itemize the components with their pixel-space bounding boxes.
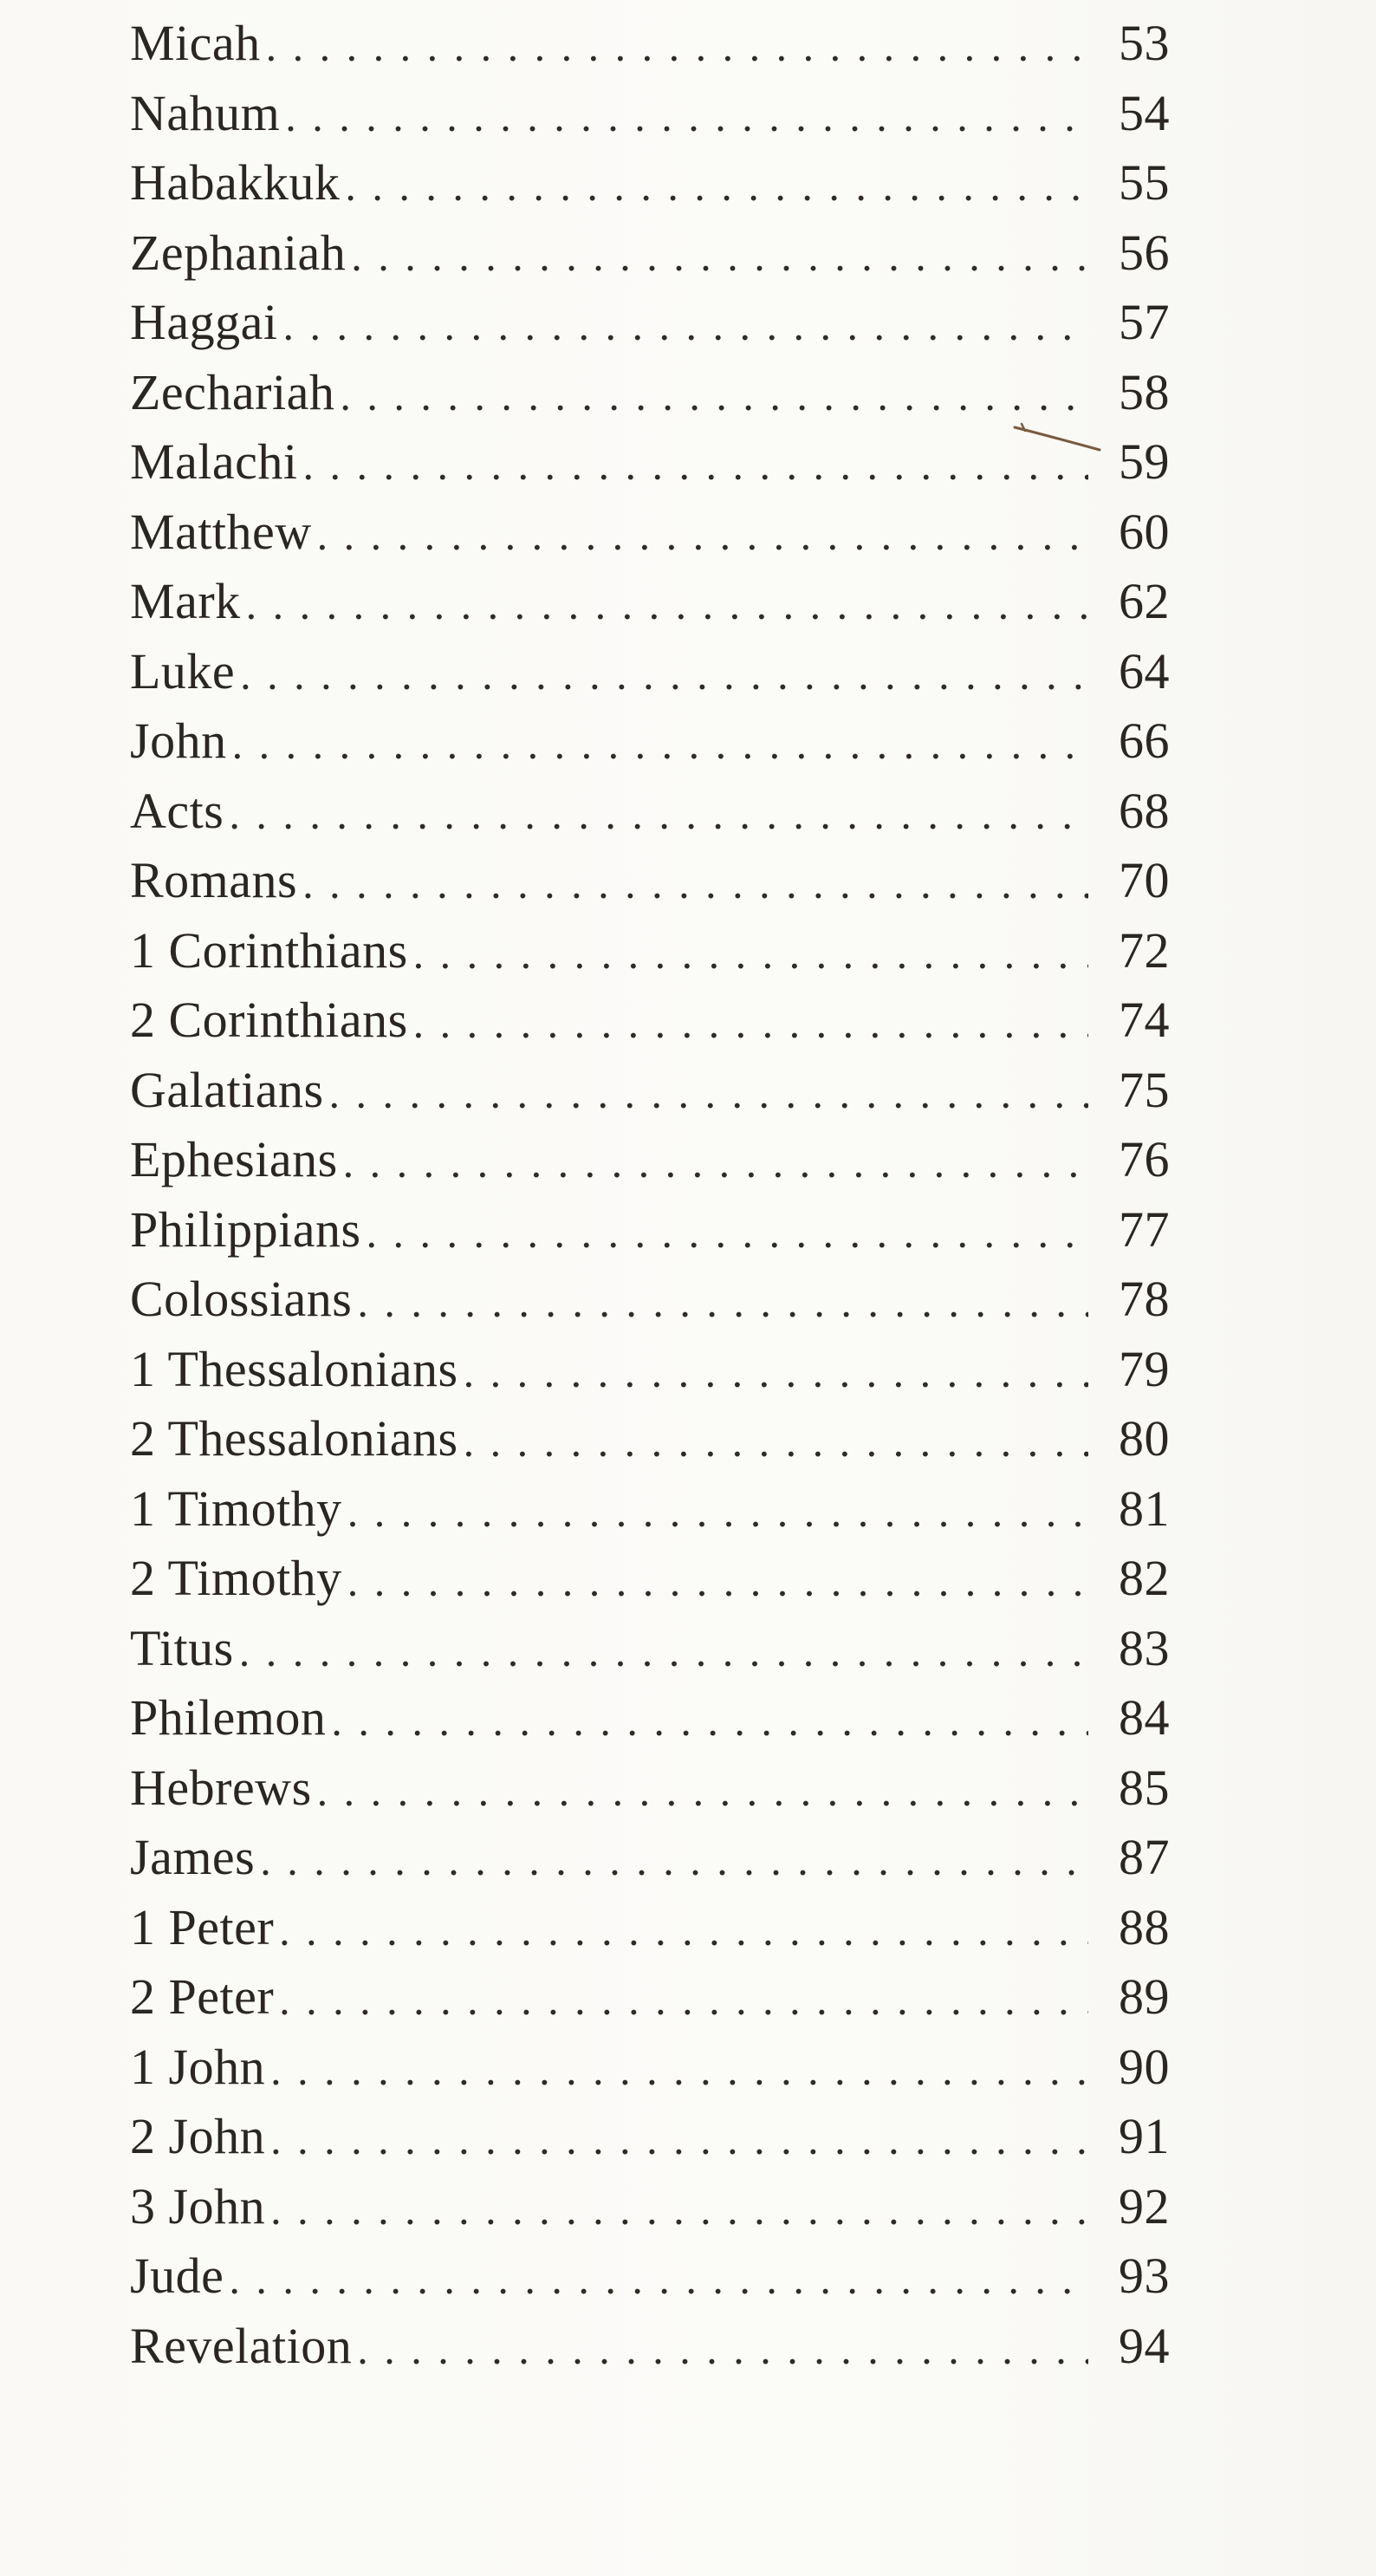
dot-leader [232, 717, 1088, 765]
toc-entry-page-number: 76 [1119, 1131, 1170, 1188]
toc-entry-title: 2 Corinthians [130, 992, 408, 1049]
toc-entry-title: 2 John [130, 2108, 266, 2165]
toc-entry [130, 2312, 1170, 2382]
dot-leader [413, 927, 1088, 975]
toc-entry-title: Haggai [130, 294, 278, 351]
toc-entry-page-number: 55 [1119, 154, 1170, 211]
dot-leader [347, 1554, 1088, 1603]
dot-leader [347, 1485, 1088, 1533]
toc-entry [130, 2172, 1170, 2242]
toc-entry [130, 706, 1170, 777]
dot-leader [303, 438, 1088, 486]
dot-leader [279, 1973, 1088, 2021]
toc-entry-page-number: 62 [1119, 573, 1170, 630]
toc-entry [130, 2241, 1170, 2312]
toc-entry [130, 1335, 1170, 1405]
toc-entry-page-number: 85 [1119, 1759, 1170, 1816]
dot-leader [357, 2322, 1088, 2371]
table-of-contents [130, 9, 1170, 2381]
toc-entry-title: Micah [130, 15, 261, 72]
toc-entry-page-number: 56 [1119, 224, 1170, 281]
toc-entry-title: Habakkuk [130, 154, 341, 211]
toc-entry-title: Galatians [130, 1061, 324, 1118]
dot-leader [270, 2112, 1088, 2161]
toc-entry [130, 79, 1170, 149]
toc-entry [130, 2102, 1170, 2172]
toc-entry-title: 1 Thessalonians [130, 1340, 458, 1397]
toc-entry-title: Zechariah [130, 363, 335, 420]
toc-entry [130, 358, 1170, 428]
dot-leader [229, 787, 1088, 836]
dot-leader [266, 19, 1088, 68]
toc-entry [130, 1125, 1170, 1195]
toc-entry-page-number: 92 [1119, 2177, 1170, 2234]
dot-leader [351, 229, 1088, 277]
dot-leader [367, 1206, 1088, 1254]
toc-entry-title: 2 Thessalonians [130, 1410, 458, 1467]
toc-entry [130, 1265, 1170, 1335]
toc-entry [130, 1823, 1170, 1893]
toc-entry [130, 1056, 1170, 1126]
toc-entry-page-number: 75 [1119, 1061, 1170, 1118]
dot-leader [464, 1415, 1088, 1463]
toc-entry [130, 288, 1170, 358]
toc-entry-title: Acts [130, 782, 224, 839]
dot-leader [283, 298, 1089, 347]
dot-leader [331, 1694, 1088, 1742]
toc-entry-title: Ephesians [130, 1131, 338, 1188]
toc-entry-page-number: 57 [1119, 294, 1170, 351]
toc-entry-title: Mark [130, 573, 241, 630]
dot-leader [270, 2043, 1088, 2091]
dot-leader [270, 2182, 1088, 2231]
toc-entry-title: Colossians [130, 1271, 353, 1328]
toc-entry-page-number: 53 [1119, 15, 1170, 72]
toc-entry-page-number: 87 [1119, 1829, 1170, 1886]
toc-entry-page-number: 79 [1119, 1340, 1170, 1397]
toc-entry-title: 1 John [130, 2038, 266, 2095]
toc-entry-title: Jude [130, 2247, 224, 2305]
toc-entry [130, 1893, 1170, 1963]
toc-entry-title: James [130, 1829, 256, 1886]
toc-entry-page-number: 72 [1119, 921, 1170, 979]
toc-entry-page-number: 81 [1119, 1480, 1170, 1537]
toc-entry [130, 148, 1170, 218]
toc-entry-title: John [130, 712, 227, 770]
toc-entry-page-number: 89 [1119, 1968, 1170, 2026]
toc-entry [130, 9, 1170, 79]
toc-entry-title: Philemon [130, 1689, 327, 1747]
dot-leader [285, 89, 1088, 138]
dot-leader [343, 1135, 1088, 1184]
toc-entry-page-number: 84 [1119, 1689, 1170, 1747]
dot-leader [279, 1903, 1088, 1952]
toc-entry-page-number: 93 [1119, 2247, 1170, 2305]
dot-leader [329, 1066, 1088, 1115]
dot-leader [464, 1345, 1088, 1394]
toc-entry [130, 637, 1170, 707]
toc-entry [130, 846, 1170, 916]
toc-entry-title: Titus [130, 1619, 234, 1676]
toc-entry-page-number: 78 [1119, 1271, 1170, 1328]
toc-entry [130, 498, 1170, 568]
toc-entry-title: 2 Peter [130, 1968, 275, 2026]
toc-entry [130, 2033, 1170, 2103]
toc-entry [130, 1474, 1170, 1545]
toc-entry-title: Revelation [130, 2317, 353, 2374]
toc-entry [130, 1683, 1170, 1753]
toc-entry-page-number: 80 [1119, 1410, 1170, 1467]
toc-entry-page-number: 82 [1119, 1550, 1170, 1607]
toc-entry-title: Malachi [130, 433, 298, 491]
dot-leader [246, 577, 1088, 626]
toc-entry [130, 916, 1170, 986]
toc-entry-title: Nahum [130, 84, 281, 141]
toc-entry-page-number: 54 [1119, 84, 1170, 141]
pen-mark-annotation [1009, 420, 1105, 455]
dot-leader [239, 1624, 1088, 1673]
toc-entry-title: Zephaniah [130, 224, 347, 281]
dot-leader [357, 1275, 1088, 1324]
toc-entry-page-number: 60 [1119, 503, 1170, 560]
toc-entry-title: 2 Timothy [130, 1550, 342, 1607]
dot-leader [317, 508, 1088, 556]
dot-leader [413, 996, 1088, 1044]
dot-leader [240, 647, 1088, 696]
toc-entry-page-number: 91 [1119, 2108, 1170, 2165]
toc-entry-page-number: 90 [1119, 2038, 1170, 2095]
toc-entry [130, 1404, 1170, 1474]
toc-entry-page-number: 88 [1119, 1898, 1170, 1955]
toc-entry [130, 1962, 1170, 2033]
toc-entry [130, 1544, 1170, 1614]
toc-entry-page-number: 94 [1119, 2317, 1170, 2374]
toc-entry-title: 3 John [130, 2177, 266, 2234]
toc-entry-title: Romans [130, 852, 298, 909]
toc-entry [130, 986, 1170, 1056]
toc-entry-title: Matthew [130, 503, 312, 560]
toc-entry-page-number: 77 [1119, 1200, 1170, 1258]
toc-entry-page-number: 66 [1119, 712, 1170, 770]
toc-entry-page-number: 83 [1119, 1619, 1170, 1676]
toc-entry-title: 1 Timothy [130, 1480, 342, 1537]
dot-leader [340, 368, 1088, 417]
toc-entry [130, 1614, 1170, 1684]
toc-entry-title: Hebrews [130, 1759, 312, 1816]
dot-leader [260, 1833, 1088, 1882]
toc-entry-title: 1 Corinthians [130, 921, 408, 979]
toc-entry [130, 567, 1170, 637]
dot-leader [317, 1764, 1088, 1812]
toc-entry [130, 777, 1170, 847]
toc-entry-page-number: 64 [1119, 642, 1170, 699]
toc-entry-page-number: 70 [1119, 852, 1170, 909]
toc-entry-page-number: 74 [1119, 992, 1170, 1049]
toc-entry [130, 218, 1170, 289]
toc-entry-title: 1 Peter [130, 1898, 275, 1955]
dot-leader [345, 159, 1088, 207]
toc-entry-page-number: 58 [1119, 363, 1170, 420]
toc-entry-page-number: 59 [1119, 433, 1170, 491]
dot-leader [229, 2252, 1088, 2300]
dot-leader [302, 856, 1088, 905]
toc-entry [130, 1753, 1170, 1824]
toc-entry-page-number: 68 [1119, 782, 1170, 839]
toc-entry-title: Luke [130, 642, 236, 699]
toc-entry-title: Philippians [130, 1200, 361, 1258]
toc-entry [130, 1195, 1170, 1265]
